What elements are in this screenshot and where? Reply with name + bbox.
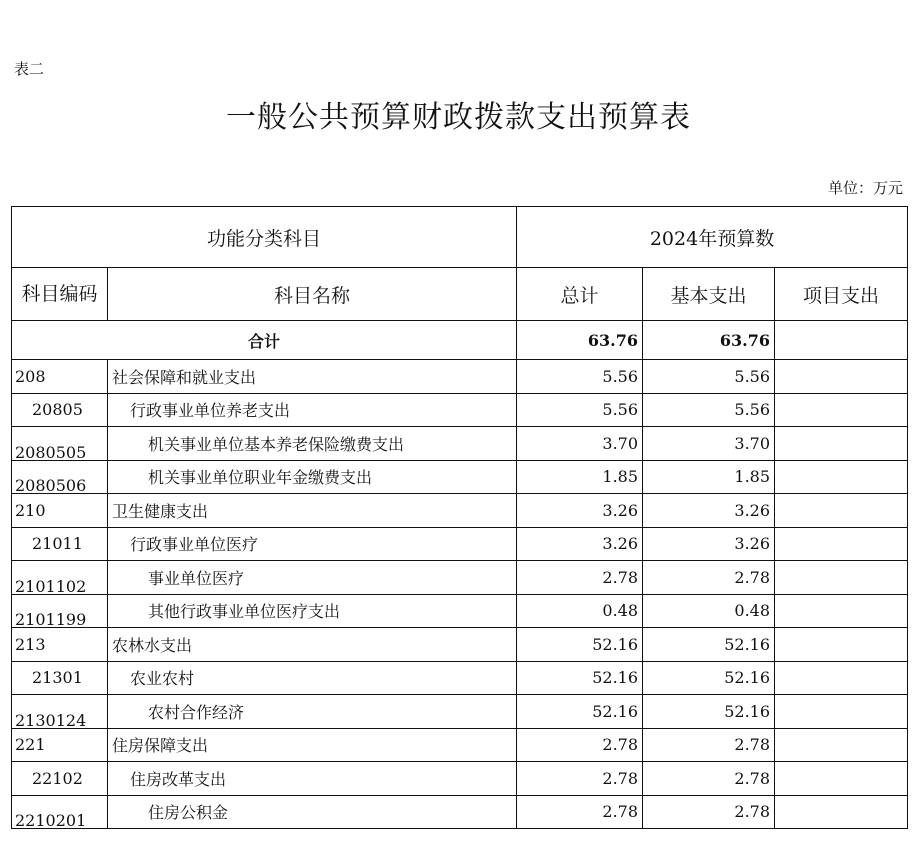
row-total: 5.56	[517, 360, 643, 394]
row-project	[775, 393, 908, 427]
table-row	[12, 494, 908, 528]
total-header: 总计	[517, 268, 643, 321]
row-total: 2.78	[517, 795, 643, 829]
header-row-1	[12, 207, 908, 268]
func-class-header: 功能分类科目	[12, 207, 517, 268]
table-row	[12, 360, 908, 394]
row-project	[775, 728, 908, 762]
row-name: 农林水支出	[108, 628, 517, 662]
row-project	[775, 594, 908, 628]
row-name: 农村合作经济	[108, 695, 517, 729]
row-basic: 3.26	[643, 527, 775, 561]
row-name: 住房公积金	[108, 795, 517, 829]
total-project	[775, 321, 908, 360]
row-project	[775, 460, 908, 494]
row-name: 其他行政事业单位医疗支出	[108, 594, 517, 628]
table-row	[12, 527, 908, 561]
row-name: 住房保障支出	[108, 728, 517, 762]
row-total: 1.85	[517, 460, 643, 494]
row-code: 2101102	[12, 561, 108, 595]
row-name: 社会保障和就业支出	[108, 360, 517, 394]
row-code: 22102	[12, 762, 108, 796]
table-row	[12, 795, 908, 829]
table-row	[12, 695, 908, 729]
row-project	[775, 360, 908, 394]
row-code: 213	[12, 628, 108, 662]
row-project	[775, 695, 908, 729]
row-basic: 5.56	[643, 393, 775, 427]
row-total: 2.78	[517, 728, 643, 762]
total-total: 63.76	[517, 321, 643, 360]
table-label: 表二	[14, 60, 45, 78]
row-project	[775, 795, 908, 829]
row-basic: 52.16	[643, 661, 775, 695]
row-name: 住房改革支出	[108, 762, 517, 796]
row-basic: 0.48	[643, 594, 775, 628]
row-code: 210	[12, 494, 108, 528]
page-title: 一般公共预算财政拨款支出预算表	[226, 100, 691, 135]
budget-table	[11, 206, 908, 829]
row-code: 221	[12, 728, 108, 762]
table-row	[12, 561, 908, 595]
row-code: 21301	[12, 661, 108, 695]
name-header: 科目名称	[108, 268, 517, 321]
total-row	[12, 321, 908, 360]
row-code: 2080506	[12, 460, 108, 494]
row-total: 52.16	[517, 628, 643, 662]
row-name: 行政事业单位养老支出	[108, 393, 517, 427]
budget-year-header: 2024年预算数	[517, 207, 908, 268]
table-row	[12, 460, 908, 494]
row-total: 0.48	[517, 594, 643, 628]
row-project	[775, 762, 908, 796]
code-header: 科目编码	[12, 268, 108, 321]
row-project	[775, 661, 908, 695]
row-project	[775, 628, 908, 662]
table-row	[12, 393, 908, 427]
row-code: 208	[12, 360, 108, 394]
row-project	[775, 561, 908, 595]
row-basic: 3.70	[643, 427, 775, 461]
table-row	[12, 628, 908, 662]
project-header: 项目支出	[775, 268, 908, 321]
table-row	[12, 762, 908, 796]
row-basic: 52.16	[643, 695, 775, 729]
row-project	[775, 494, 908, 528]
row-name: 机关事业单位职业年金缴费支出	[108, 460, 517, 494]
row-basic: 52.16	[643, 628, 775, 662]
basic-header: 基本支出	[643, 268, 775, 321]
total-basic: 63.76	[643, 321, 775, 360]
table-row	[12, 427, 908, 461]
row-basic: 5.56	[643, 360, 775, 394]
row-basic: 2.78	[643, 762, 775, 796]
table-row	[12, 594, 908, 628]
row-name: 事业单位医疗	[108, 561, 517, 595]
row-code: 2130124	[12, 695, 108, 729]
row-basic: 2.78	[643, 728, 775, 762]
header-row-2	[12, 268, 908, 321]
row-code: 21011	[12, 527, 108, 561]
row-code: 2210201	[12, 795, 108, 829]
row-code: 20805	[12, 393, 108, 427]
row-basic: 1.85	[643, 460, 775, 494]
row-total: 3.26	[517, 494, 643, 528]
row-total: 3.26	[517, 527, 643, 561]
row-total: 2.78	[517, 561, 643, 595]
row-name: 农业农村	[108, 661, 517, 695]
row-project	[775, 427, 908, 461]
row-total: 3.70	[517, 427, 643, 461]
row-basic: 2.78	[643, 795, 775, 829]
row-total: 5.56	[517, 393, 643, 427]
table-row	[12, 661, 908, 695]
total-label: 合计	[12, 321, 517, 360]
row-name: 卫生健康支出	[108, 494, 517, 528]
unit-label: 单位：万元	[827, 179, 903, 197]
row-total: 52.16	[517, 695, 643, 729]
table-row	[12, 728, 908, 762]
row-total: 2.78	[517, 762, 643, 796]
row-code: 2080505	[12, 427, 108, 461]
row-name: 行政事业单位医疗	[108, 527, 517, 561]
row-project	[775, 527, 908, 561]
row-total: 52.16	[517, 661, 643, 695]
row-name: 机关事业单位基本养老保险缴费支出	[108, 427, 517, 461]
row-basic: 2.78	[643, 561, 775, 595]
row-basic: 3.26	[643, 494, 775, 528]
row-code: 2101199	[12, 594, 108, 628]
